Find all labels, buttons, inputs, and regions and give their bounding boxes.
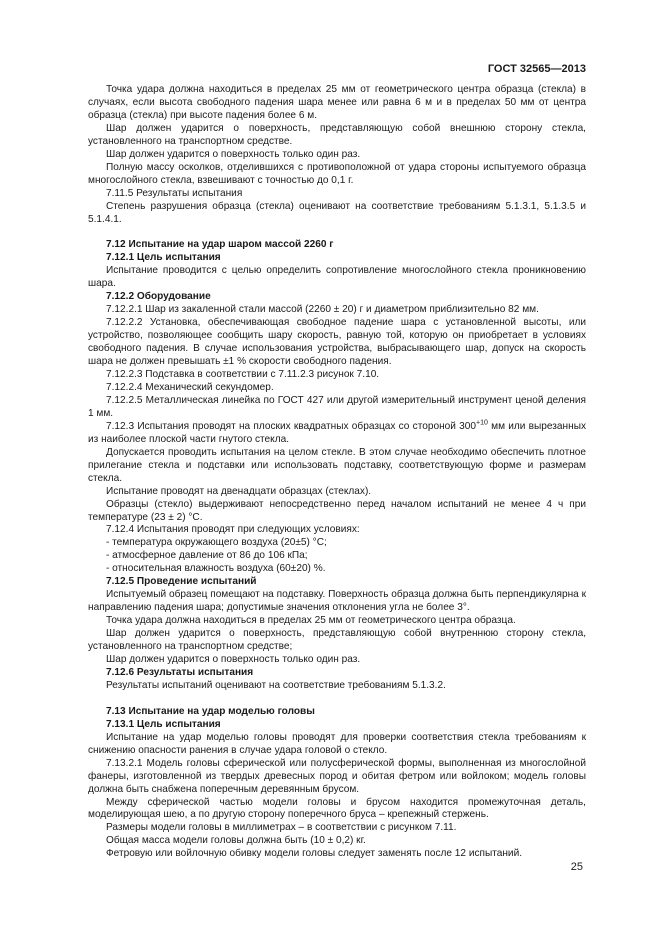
- paragraph: Испытание на удар моделью головы проводят для проверки соответствия стекла требованиям к снижению опасности ранения в случае удара головой о стекло.: [88, 731, 586, 756]
- section-heading: 7.12.2 Оборудование: [106, 291, 211, 303]
- paragraph: Шар должен ударится о поверхность только один раз.: [106, 148, 361, 160]
- list-item: - относительная влажность воздуха (60±20) %.: [106, 563, 326, 575]
- paragraph: 7.12.4 Испытания проводят при следующих условиях:: [106, 524, 360, 536]
- paragraph: Полную массу осколков, отделившихся с противоположной от удара стороны испытуемого образца многослойного стекла, взвешивают с точностью до 0,1 г.: [88, 161, 586, 186]
- paragraph: 7.12.2.3 Подставка в соответствии с 7.11.2.3 рисунок 7.10.: [106, 369, 380, 381]
- paragraph: Допускается проводить испытания на целом стекле. В этом случае необходимо обеспечить плотное прилегание стекла и подставки или использовать подставку, соответствующую форме и размерам стекла.: [88, 446, 586, 484]
- paragraph: Фетровую или войлочную обивку модели головы следует заменять после 12 испытаний.: [106, 848, 523, 860]
- paragraph: 7.12.2.5 Металлическая линейка по ГОСТ 427 или другой измерительный инструмент ценой деления 1 мм.: [88, 394, 586, 419]
- paragraph: 7.12.2.4 Механический секундомер.: [106, 381, 274, 393]
- paragraph: Образцы (стекло) выдерживают непосредственно перед началом испытаний не менее 4 ч при температуре (23 ± 2) °С.: [88, 498, 586, 523]
- section-heading: 7.13.1 Цель испытания: [106, 718, 221, 730]
- list-item: - температура окружающего воздуха (20±5) °С;: [106, 537, 327, 549]
- paragraph: Размеры модели головы в миллиметрах – в соответствии с рисунком 7.11.: [106, 822, 457, 834]
- paragraph: 7.12.2.2 Установка, обеспечивающая свободное падение шара с установленной высоты, или устройство, позволяющее сообщить шару скорость, равную той, которую он приобретает в условиях свободного падения. В случае использования устройства, выбрасывающего шар, допуск на скорость шара не должен превышать ±1 % скорости свободного падения.: [88, 317, 586, 368]
- paragraph: Шар должен ударится о поверхность, представляющую собой внутреннюю сторону стекла, установленного на транспортном средстве;: [88, 628, 586, 653]
- paragraph-text: 7.12.3 Испытания проводят на плоских квадратных образцах со стороной 300: [106, 420, 476, 432]
- paragraph: [88, 421, 586, 447]
- paragraph: Испытуемый образец помещают на подставку. Поверхность образца должна быть перпендикулярна к направлению падения шара; допустимые значения отклонения угла не более 3°.: [88, 589, 586, 614]
- paragraph-text: мм или вырезанных из наиболее плоской части гнутого стекла.: [88, 420, 586, 445]
- section-heading: 7.12.6 Результаты испытания: [106, 666, 254, 678]
- section-heading: 7.12.5 Проведение испытаний: [106, 576, 257, 588]
- paragraph: Испытание проводится с целью определить сопротивление многослойного стекла проникновению шара.: [88, 265, 586, 290]
- tolerance-superscript: +10: [476, 419, 488, 427]
- paragraph: Результаты испытаний оценивают на соответствие требованиям 5.1.3.2.: [106, 679, 446, 691]
- paragraph: Общая масса модели головы должна быть (10 ± 0,2) кг.: [106, 835, 366, 847]
- document-body: [88, 84, 586, 861]
- section-heading: 7.11.5 Результаты испытания: [106, 187, 243, 199]
- section-heading: 7.13 Испытание на удар моделью головы: [106, 705, 315, 717]
- paragraph: 7.12.2.1 Шар из закаленной стали массой (2260 ± 20) г и диаметром приблизительно 82 мм.: [106, 304, 539, 316]
- section-heading: 7.12.1 Цель испытания: [106, 252, 221, 264]
- page-number: 25: [570, 861, 583, 873]
- section-heading: 7.12 Испытание на удар шаром массой 2260 г: [106, 239, 334, 251]
- paragraph: Точка удара должна находиться в пределах 25 мм от геометрического центра образца.: [106, 615, 516, 627]
- paragraph: Точка удара должна находиться в пределах 25 мм от геометрического центра образца (стекла) в случаях, если высота свободного падения шара менее или равна 6 м и в пределах 50 мм от центра образца (стекла) при высоте падения более 6 м.: [88, 84, 586, 121]
- paragraph: Шар должен ударится о поверхность только один раз.: [106, 653, 361, 665]
- paragraph: Степень разрушения образца (стекла) оценивают на соответствие требованиям 5.1.3.1, 5.1.3.5 и 5.1.4.1.: [88, 200, 586, 225]
- paragraph: Шар должен ударится о поверхность, представляющую собой внешнюю сторону стекла, установленного на транспортном средстве.: [88, 122, 586, 147]
- list-item: - атмосферное давление от 86 до 106 кПа;: [106, 550, 308, 562]
- document-header: ГОСТ 32565—2013: [487, 63, 586, 75]
- paragraph: 7.13.2.1 Модель головы сферической или полусферической формы, выполненная из многослойной фанеры, изготовленной из твердых древесных пород и обитая фетром или войлоком; модель головы должна быть снабжена поперечным деревянным брусом.: [88, 757, 586, 795]
- paragraph: Между сферической частью модели головы и брусом находится промежуточная деталь, моделирующая шею, а по другую сторону поперечного бруса – крепежный стержень.: [88, 796, 586, 821]
- paragraph: Испытание проводят на двенадцати образцах (стеклах).: [106, 485, 372, 497]
